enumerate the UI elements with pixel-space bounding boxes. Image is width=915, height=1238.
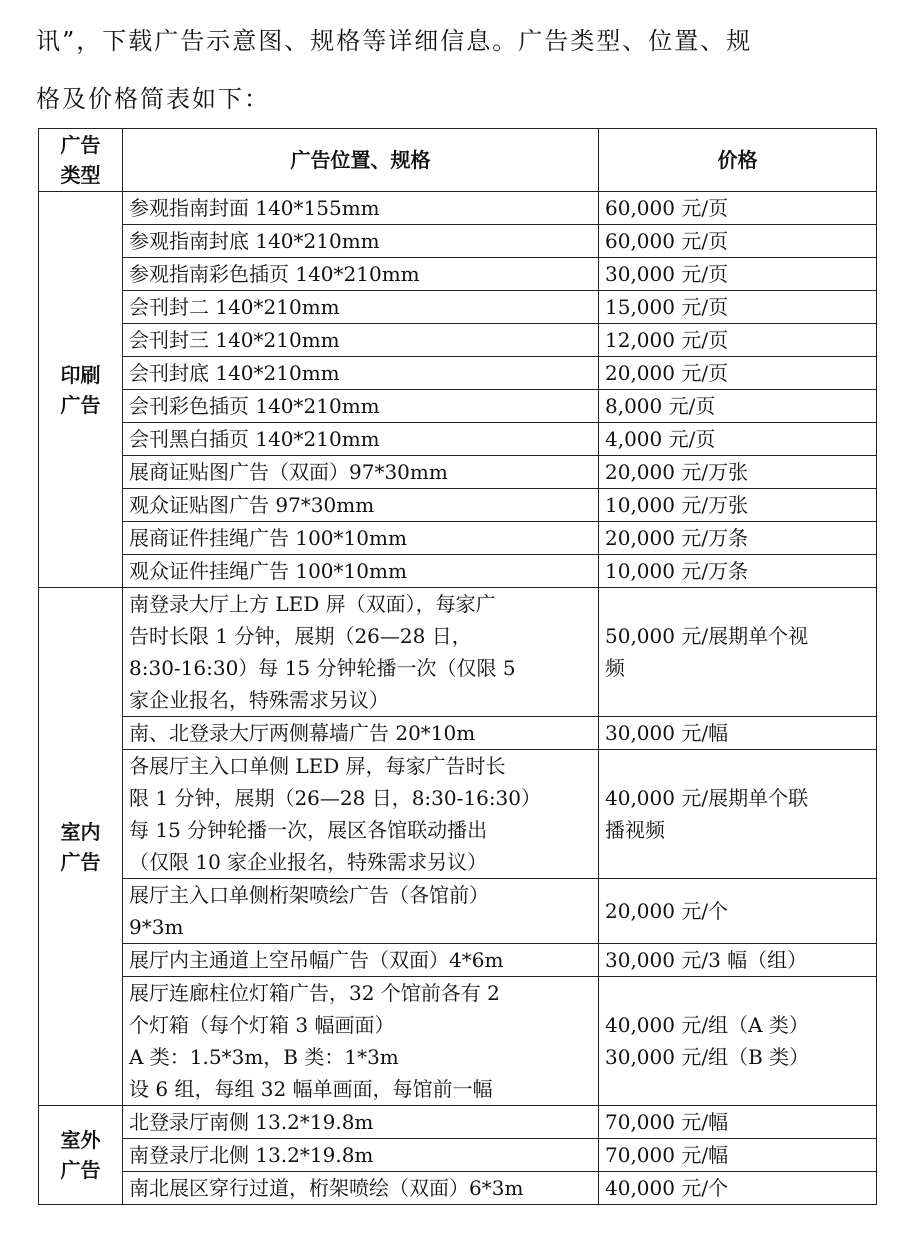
price-cell xyxy=(599,588,877,717)
intro-line-1: 讯”，下载广告示意图、规格等详细信息。广告类型、位置、规 xyxy=(36,27,753,55)
price-cell xyxy=(599,555,877,588)
spec-text: 会刊封底 140*210mm xyxy=(129,361,340,385)
spec-cell xyxy=(123,879,599,944)
spec-text: 展商证件挂绳广告 100*10mm xyxy=(129,526,407,550)
table-row xyxy=(39,522,877,555)
price-text: 20,000 元/万张 xyxy=(605,460,749,484)
spec-text: 设 6 组，每组 32 幅单画面，每馆前一幅 xyxy=(129,1077,493,1101)
price-text: 频 xyxy=(605,656,625,680)
table-row xyxy=(39,977,877,1106)
spec-text: 家企业报名，特殊需求另议） xyxy=(129,688,389,712)
header-ad-type-line2: 类型 xyxy=(60,163,101,187)
price-cell xyxy=(599,717,877,750)
header-price: 价格 xyxy=(599,129,877,192)
spec-text: 观众证件挂绳广告 100*10mm xyxy=(129,559,407,583)
price-cell xyxy=(599,944,877,977)
ad-type-line-1: 室外 xyxy=(60,1128,101,1152)
table-row xyxy=(39,1139,877,1172)
table-row xyxy=(39,456,877,489)
price-cell xyxy=(599,192,877,225)
price-cell xyxy=(599,750,877,879)
spec-text: 北登录厅南侧 13.2*19.8m xyxy=(129,1110,374,1134)
price-text: 40,000 元/个 xyxy=(605,1176,729,1200)
ad-type-line-1: 室内 xyxy=(60,819,101,844)
price-cell xyxy=(599,390,877,423)
spec-text: 展厅内主通道上空吊幅广告（双面）4*6m xyxy=(129,948,504,972)
table-header-row xyxy=(39,129,877,192)
spec-text: 个灯箱（每个灯箱 3 幅画面） xyxy=(129,1013,395,1037)
spec-cell xyxy=(123,1172,599,1205)
price-text: 60,000 元/页 xyxy=(605,196,729,220)
table-row xyxy=(39,390,877,423)
spec-cell xyxy=(123,423,599,456)
spec-cell xyxy=(123,588,599,717)
spec-text: 参观指南封底 140*210mm xyxy=(129,229,380,253)
ad-type-line-1: 印刷 xyxy=(60,362,101,387)
price-text: 40,000 元/展期单个联 xyxy=(605,786,809,810)
spec-cell xyxy=(123,258,599,291)
intro-paragraph xyxy=(36,12,896,128)
price-text: 20,000 元/页 xyxy=(605,361,729,385)
price-text: 70,000 元/幅 xyxy=(605,1143,729,1167)
spec-cell xyxy=(123,192,599,225)
spec-cell xyxy=(123,225,599,258)
price-text: 12,000 元/页 xyxy=(605,328,729,352)
spec-text: 各展厅主入口单侧 LED 屏，每家广告时长 xyxy=(129,754,506,778)
spec-text: （仅限 10 家企业报名，特殊需求另议） xyxy=(129,850,488,874)
table-row xyxy=(39,555,877,588)
table-row xyxy=(39,588,877,717)
price-text: 30,000 元/页 xyxy=(605,262,729,286)
price-cell xyxy=(599,489,877,522)
spec-text: 告时长限 1 分钟，展期（26—28 日， xyxy=(129,624,472,648)
price-cell xyxy=(599,423,877,456)
spec-cell xyxy=(123,357,599,390)
spec-cell xyxy=(123,291,599,324)
table-row xyxy=(39,225,877,258)
spec-cell xyxy=(123,324,599,357)
price-cell xyxy=(599,522,877,555)
spec-text: 会刊彩色插页 140*210mm xyxy=(129,394,380,418)
spec-cell xyxy=(123,944,599,977)
price-text: 播视频 xyxy=(605,818,665,842)
table-row xyxy=(39,1106,877,1139)
intro-line-2: 格及价格简表如下： xyxy=(36,85,270,113)
table-body xyxy=(39,192,877,1205)
price-text: 30,000 元/3 幅（组） xyxy=(605,948,808,972)
spec-text: 参观指南彩色插页 140*210mm xyxy=(129,262,420,286)
ad-type-cell xyxy=(39,1106,123,1205)
price-cell xyxy=(599,1139,877,1172)
spec-text: 限 1 分钟，展期（26—28 日，8:30-16:30） xyxy=(129,786,542,810)
ad-type-line-2: 广告 xyxy=(60,392,101,417)
spec-cell xyxy=(123,456,599,489)
price-text: 15,000 元/页 xyxy=(605,295,729,319)
spec-text: 每 15 分钟轮播一次，展区各馆联动播出 xyxy=(129,818,488,842)
spec-text: 南登录厅北侧 13.2*19.8m xyxy=(129,1143,374,1167)
ad-type-line-2: 广告 xyxy=(60,849,101,874)
price-text: 10,000 元/万条 xyxy=(605,559,749,583)
price-cell xyxy=(599,977,877,1106)
spec-cell xyxy=(123,717,599,750)
ad-type-cell xyxy=(39,588,123,1106)
price-text: 20,000 元/万条 xyxy=(605,526,749,550)
spec-text: 观众证贴图广告 97*30mm xyxy=(129,493,375,517)
price-cell xyxy=(599,324,877,357)
price-text: 8,000 元/页 xyxy=(605,394,716,418)
spec-text: 展厅连廊柱位灯箱广告，32 个馆前各有 2 xyxy=(129,981,500,1005)
spec-text: 展商证贴图广告（双面）97*30mm xyxy=(129,460,448,484)
price-cell xyxy=(599,291,877,324)
price-text: 30,000 元/组（B 类） xyxy=(605,1045,810,1069)
table-row xyxy=(39,1172,877,1205)
table-row xyxy=(39,944,877,977)
price-cell xyxy=(599,1106,877,1139)
spec-cell xyxy=(123,390,599,423)
header-ad-type xyxy=(39,129,123,192)
table-row xyxy=(39,258,877,291)
spec-text: 南北展区穿行过道，桁架喷绘（双面）6*3m xyxy=(129,1176,524,1200)
spec-cell xyxy=(123,555,599,588)
table-row xyxy=(39,879,877,944)
spec-text: 会刊黑白插页 140*210mm xyxy=(129,427,380,451)
table-row xyxy=(39,489,877,522)
spec-text: 展厅主入口单侧桁架喷绘广告（各馆前） xyxy=(129,883,489,907)
spec-text: 南登录大厅上方 LED 屏（双面），每家广 xyxy=(129,592,496,616)
price-cell xyxy=(599,225,877,258)
price-text: 50,000 元/展期单个视 xyxy=(605,624,809,648)
table-row xyxy=(39,291,877,324)
price-text: 70,000 元/幅 xyxy=(605,1110,729,1134)
spec-cell xyxy=(123,1139,599,1172)
table-row xyxy=(39,423,877,456)
header-spec: 广告位置、规格 xyxy=(123,129,599,192)
spec-cell xyxy=(123,1106,599,1139)
spec-text: 参观指南封面 140*155mm xyxy=(129,196,380,220)
table-row xyxy=(39,750,877,879)
header-ad-type-line1: 广告 xyxy=(60,133,101,157)
spec-cell xyxy=(123,489,599,522)
price-cell xyxy=(599,357,877,390)
ad-price-table xyxy=(38,128,877,1205)
spec-text: 会刊封三 140*210mm xyxy=(129,328,340,352)
table-row xyxy=(39,192,877,225)
price-cell xyxy=(599,258,877,291)
price-text: 30,000 元/幅 xyxy=(605,721,729,745)
spec-text: A 类：1.5*3m，B 类：1*3m xyxy=(129,1045,399,1069)
spec-cell xyxy=(123,977,599,1106)
spec-cell xyxy=(123,522,599,555)
table-row xyxy=(39,324,877,357)
spec-text: 会刊封二 140*210mm xyxy=(129,295,340,319)
price-text: 4,000 元/页 xyxy=(605,427,716,451)
table-row xyxy=(39,357,877,390)
spec-text: 南、北登录大厅两侧幕墙广告 20*10m xyxy=(129,721,476,745)
price-cell xyxy=(599,456,877,489)
price-text: 60,000 元/页 xyxy=(605,229,729,253)
price-cell xyxy=(599,879,877,944)
ad-type-cell xyxy=(39,192,123,588)
price-text: 10,000 元/万张 xyxy=(605,493,749,517)
price-text: 40,000 元/组（A 类） xyxy=(605,1013,809,1037)
spec-text: 9*3m xyxy=(129,915,184,939)
ad-type-line-2: 广告 xyxy=(60,1158,101,1182)
spec-cell xyxy=(123,750,599,879)
spec-text: 8:30-16:30）每 15 分钟轮播一次（仅限 5 xyxy=(129,656,516,680)
price-text: 20,000 元/个 xyxy=(605,899,729,923)
table-row xyxy=(39,717,877,750)
price-cell xyxy=(599,1172,877,1205)
